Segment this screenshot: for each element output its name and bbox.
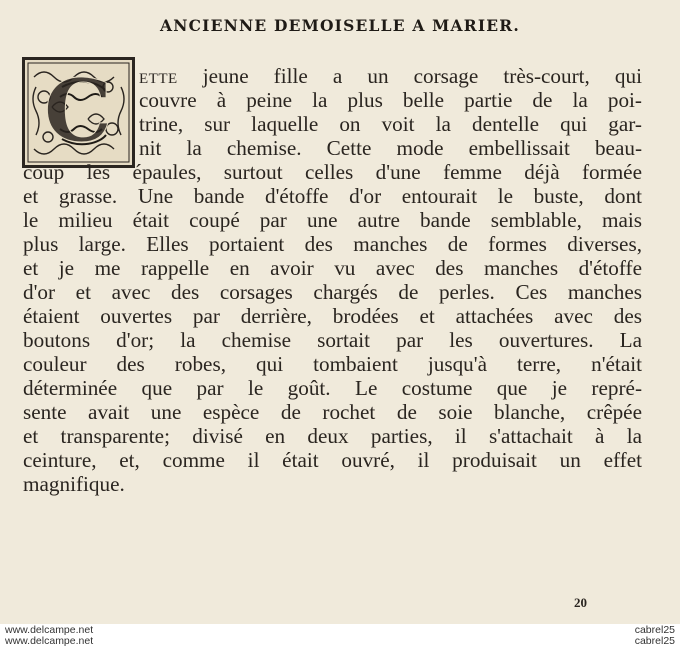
line-text: jeune fille a un corsage très-court, qui bbox=[202, 64, 642, 88]
page-title: ANCIENNE DEMOISELLE A MARIER. bbox=[160, 16, 520, 35]
text-line-9: et je me rappelle en avoir vu avec des manches d'étoffe bbox=[23, 256, 642, 280]
text-line-16: et transparente; divisé en deux parties, il s'attachait à la bbox=[23, 424, 642, 448]
text-line-5: coup les épaules, surtout celles d'une femme déjà formée bbox=[23, 160, 642, 184]
text-line-2: couvre à peine la plus belle partie de la poi- bbox=[139, 88, 642, 112]
watermark-bar bbox=[0, 624, 680, 647]
first-word-rest: ette bbox=[139, 64, 178, 88]
text-line-10: d'or et avec des corsages chargés de perles. Ces manches bbox=[23, 280, 642, 304]
text-line-3: trine, sur laquelle on voit la dentelle qui gar- bbox=[139, 112, 642, 136]
watermark-seller-1: cabrel25 bbox=[634, 624, 675, 636]
watermark-site-1: www.delcampe.net bbox=[5, 624, 94, 636]
watermark-site-2: www.delcampe.net bbox=[5, 635, 94, 647]
text-line-8: plus large. Elles portaient des manches de formes diverses, bbox=[23, 232, 642, 256]
text-line-18: magnifique. bbox=[23, 472, 125, 496]
text-line-6: et grasse. Une bande d'étoffe d'or entourait le buste, dont bbox=[23, 184, 642, 208]
text-line-4: nit la chemise. Cette mode embellissait beau- bbox=[139, 136, 642, 160]
text-line-11: étaient ouvertes par derrière, brodées et attachées avec des bbox=[23, 304, 642, 328]
text-line-12: boutons d'or; la chemise sortait par les ouvertures. La bbox=[23, 328, 642, 352]
text-line-7: le milieu était coupé par une autre bande semblable, mais bbox=[23, 208, 642, 232]
watermark-seller-2: cabrel25 bbox=[634, 635, 675, 647]
text-line-17: ceinture, et, comme il était ouvré, il produisait un effet bbox=[23, 448, 642, 472]
drop-cap-ornament-icon bbox=[22, 57, 135, 168]
text-line-1 bbox=[139, 64, 642, 88]
text-line-15: sente avait une espèce de rochet de soie blanche, crêpée bbox=[23, 400, 642, 424]
drop-cap-letter: C bbox=[43, 61, 113, 162]
text-line-14: déterminée que par le goût. Le costume que je repré- bbox=[23, 376, 642, 400]
ornate-drop-cap bbox=[22, 57, 135, 168]
text-line-13: couleur des robes, qui tombaient jusqu'à terre, n'était bbox=[23, 352, 642, 376]
page-number: 20 bbox=[574, 595, 587, 610]
